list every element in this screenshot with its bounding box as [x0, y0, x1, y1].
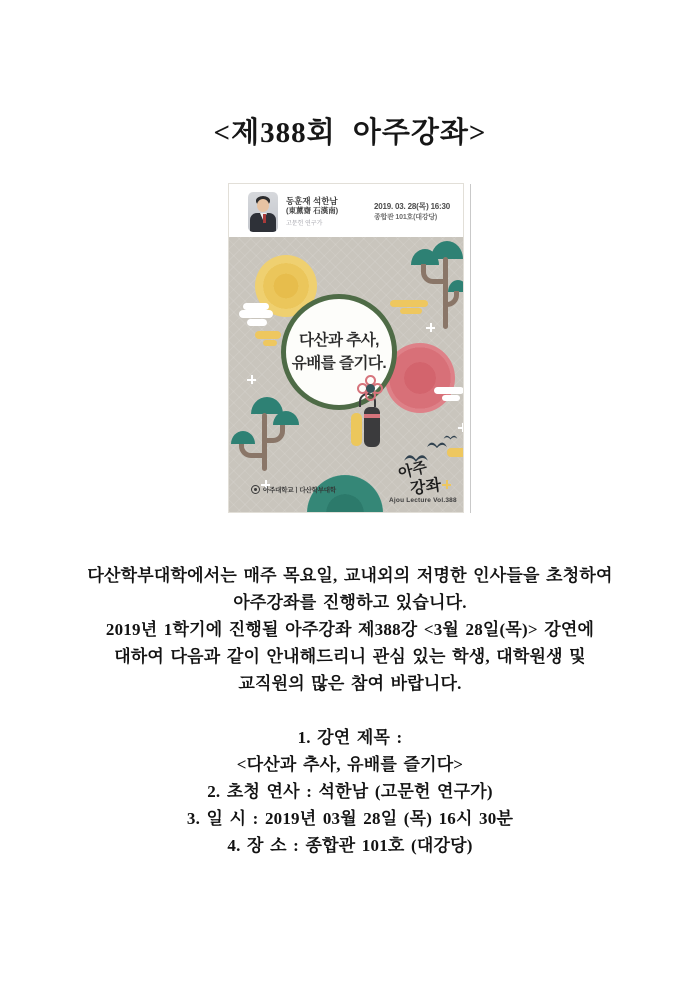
tree-branch	[421, 264, 445, 284]
white-cloud-icon	[434, 387, 463, 403]
cloud-bar	[243, 303, 269, 310]
detail-line-lecture-name: <다산과 추사, 유배를 즐기다>	[236, 755, 464, 774]
sparkle-icon	[426, 323, 435, 332]
flower-core	[366, 384, 375, 393]
paragraph-spacer	[28, 697, 672, 724]
poster-artwork	[229, 237, 463, 512]
calligraphy-text-2: 강좌	[409, 476, 443, 499]
series-label: Ajou Lecture Vol.388	[389, 497, 457, 504]
speaker-role: 고문헌 연구가	[286, 221, 323, 227]
sparkle-icon	[458, 423, 463, 432]
cloud-bar	[447, 448, 463, 457]
calligraphy-text-1: 아주	[396, 459, 429, 483]
tree-canopy	[273, 411, 299, 425]
cloud-bar	[239, 310, 273, 318]
announcement-text	[28, 562, 672, 859]
paragraph-line-4: 대하여 다음과 같이 안내해드리니 관심 있는 학생, 대학원생 및	[114, 647, 586, 666]
event-location: 종합관 101호(대강당)	[374, 214, 438, 221]
page-title: <제388회 아주강좌>	[213, 117, 487, 149]
paragraph-line-5: 교직원의 많은 참여 바랍니다.	[238, 674, 462, 693]
bird-icon	[443, 433, 458, 441]
cloud-bar	[247, 319, 267, 326]
pine-tree-icon	[407, 237, 463, 333]
lantern-body-dark	[364, 407, 380, 447]
calligraphy-ajou-lecture	[386, 459, 444, 497]
event-info	[374, 201, 450, 222]
poster-header	[229, 184, 463, 237]
speaker-info	[286, 196, 338, 227]
cloud-bar	[255, 331, 281, 339]
university-logo-icon	[251, 485, 260, 494]
detail-line-datetime: 3. 일 시 : 2019년 03월 28일 (목) 16시 30분	[186, 809, 514, 828]
sparkle-icon	[247, 375, 256, 384]
detail-line-title: 1. 강연 제목 :	[297, 728, 403, 747]
flower-ornament-icon	[357, 375, 383, 401]
photo-tie	[263, 214, 266, 223]
speaker-name-hanja: (東薰齋 石漢南)	[286, 206, 339, 215]
tree-branch	[239, 444, 265, 458]
paragraph-line-3: 2019년 1학기에 진행될 아주강좌 제388강 <3월 28일(목)> 강연에	[105, 620, 595, 639]
poster-title-line2: 유배를 즐기다.	[291, 355, 387, 372]
cloud-bar	[434, 387, 463, 394]
paragraph-line-1: 다산학부대학에서는 매주 목요일, 교내외의 저명한 인사들을 초청하여	[87, 566, 613, 585]
lecture-poster	[229, 184, 463, 512]
pine-tree-icon	[229, 393, 301, 473]
speaker-photo	[248, 192, 278, 232]
tree-canopy	[231, 431, 255, 444]
speaker-name: 동훈재 석한남	[286, 196, 338, 206]
cloud-bar	[442, 395, 460, 401]
university-logo-text: 아주대학교ㅣ다산학부대학	[263, 487, 336, 494]
event-datetime: 2019. 03. 28(목) 16:30	[374, 202, 451, 211]
university-logo	[251, 485, 336, 494]
detail-line-speaker: 2. 초청 연사 : 석한남 (고문헌 연구가)	[207, 782, 493, 801]
white-cloud-icon	[239, 303, 275, 327]
tree-canopy	[251, 397, 283, 414]
yellow-cloud-icon	[447, 448, 463, 458]
detail-line-location: 4. 장 소 : 종합관 101호 (대강당)	[227, 836, 473, 855]
photo-face	[257, 199, 269, 212]
lantern-body-yellow	[351, 413, 362, 446]
lantern-stripe	[364, 414, 380, 418]
tree-branch	[447, 291, 459, 307]
cloud-bar	[263, 340, 277, 346]
poster-right-border	[470, 184, 471, 513]
paragraph-line-2: 아주강좌를 진행하고 있습니다.	[233, 593, 467, 612]
poster-title-line1: 다산과 추사,	[299, 332, 379, 349]
tree-branch	[267, 425, 285, 443]
